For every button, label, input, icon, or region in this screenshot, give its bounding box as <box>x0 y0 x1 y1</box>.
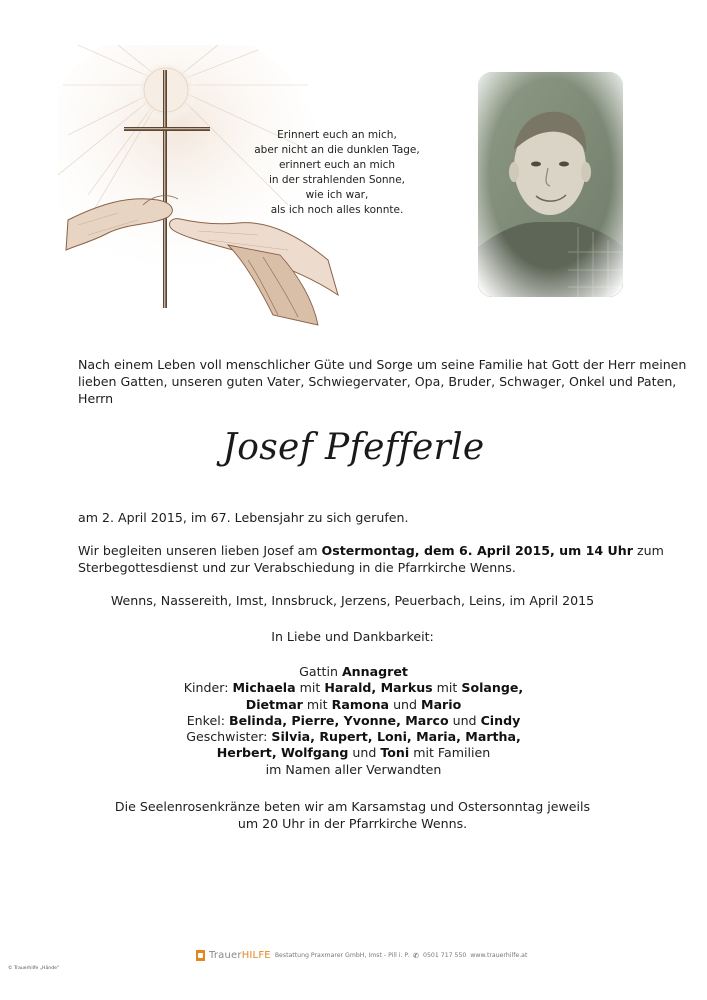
intro-line: Herrn <box>78 390 114 406</box>
gratitude-line <box>78 629 627 646</box>
child-name: Dietmar <box>245 696 303 712</box>
rosary-paragraph <box>78 799 627 833</box>
poem-line: erinnert euch an mich <box>278 159 396 171</box>
rosary-line: um 20 Uhr in der Pfarrkirche Wenns. <box>237 815 468 831</box>
trauerhilfe-logo-icon <box>196 950 205 961</box>
connector: und <box>448 712 481 728</box>
family-relatives: im Namen aller Verwandten <box>265 761 442 777</box>
siblings-names: Herbert, Wolfgang <box>216 745 349 761</box>
connector: mit <box>295 680 325 696</box>
child-name: Michaela <box>232 680 296 696</box>
wife-name: Annagret <box>341 664 408 679</box>
footer-website[interactable]: www.trauerhilfe.at <box>470 952 528 959</box>
family-children-1 <box>0 680 707 696</box>
child-name: Ramona <box>331 696 390 712</box>
service-post: zum <box>632 543 664 558</box>
service-line-2: Sterbegottesdienst und zur Verabschiedung in die Pfarrkirche Wenns. <box>78 559 516 575</box>
poem-line: wie ich war, <box>305 189 369 201</box>
sibling-name: Toni <box>380 745 410 761</box>
child-name: Mario <box>421 696 462 712</box>
grandchildren-label: Enkel: <box>186 712 229 728</box>
poem-line: Erinnert euch an mich, <box>277 129 397 141</box>
death-line <box>78 510 627 527</box>
service-date-time: Ostermontag, dem 6. April 2015, um 14 Uhr <box>321 543 633 558</box>
family-children-2 <box>0 697 707 713</box>
intro-line: lieben Gatten, unseren guten Vater, Schwiegervater, Opa, Bruder, Schwager, Onkel und Paten, <box>78 373 677 389</box>
family-wife <box>0 664 707 680</box>
footer-phone: 0501 717 550 <box>423 952 467 959</box>
rosary-line: Die Seelenrosenkränze beten wir am Karsamstag und Ostersonntag jeweils <box>114 799 591 814</box>
portrait-photo <box>478 72 623 297</box>
child-name: Solange, <box>461 680 524 696</box>
connector: mit <box>432 680 462 696</box>
grandchildren-names: Belinda, Pierre, Yvonne, Marco <box>228 712 449 728</box>
family-siblings-2 <box>0 745 707 761</box>
children-label: Kinder: <box>183 680 233 696</box>
brand-part-1: Trauer <box>209 950 242 961</box>
places-line <box>78 593 627 610</box>
brand-part-2: HILFE <box>241 950 271 961</box>
service-line-1 <box>78 543 664 560</box>
intro-paragraph <box>78 357 687 407</box>
grandchild-name: Cindy <box>480 712 521 728</box>
deceased-name: Josef Pfefferle <box>222 427 485 468</box>
places-text: Wenns, Nassereith, Imst, Innsbruck, Jerzens, Peuerbach, Leins, im April 2015 <box>110 593 595 608</box>
wife-label: Gattin <box>299 664 342 679</box>
siblings-suffix: mit Familien <box>409 745 491 761</box>
death-line-text: am 2. April 2015, im 67. Lebensjahr zu sich gerufen. <box>78 510 409 525</box>
family-grandchildren <box>0 713 707 729</box>
connector: mit <box>302 696 332 712</box>
copyright-note: © Trauerhilfe „Hände“ <box>8 966 60 971</box>
family-siblings-1 <box>0 729 707 745</box>
service-paragraph <box>78 543 664 577</box>
connector: und <box>348 745 381 761</box>
memorial-poem <box>252 128 422 218</box>
phone-icon: ✆ <box>413 951 420 960</box>
footer-brand <box>209 950 271 961</box>
gratitude-text: In Liebe und Dankbarkeit: <box>271 629 434 644</box>
footer-company: Bestattung Praxmarer GmbH, Imst - Pill i. P. <box>274 952 410 959</box>
intro-line: Nach einem Leben voll menschlicher Güte und Sorge um seine Familie hat Gott der Herr meinen <box>78 357 687 372</box>
service-pre: Wir begleiten unseren lieben Josef am <box>78 543 322 558</box>
family-list <box>0 664 707 778</box>
footer <box>196 950 527 961</box>
poem-line: in der strahlenden Sonne, <box>268 174 406 186</box>
poem-line: als ich noch alles konnte. <box>270 204 404 216</box>
child-name: Harald, Markus <box>324 680 433 696</box>
poem-line: aber nicht an die dunklen Tage, <box>254 144 420 156</box>
siblings-label: Geschwister: <box>186 729 272 745</box>
siblings-names: Silvia, Rupert, Loni, Maria, Martha, <box>271 729 521 745</box>
connector: und <box>389 696 422 712</box>
